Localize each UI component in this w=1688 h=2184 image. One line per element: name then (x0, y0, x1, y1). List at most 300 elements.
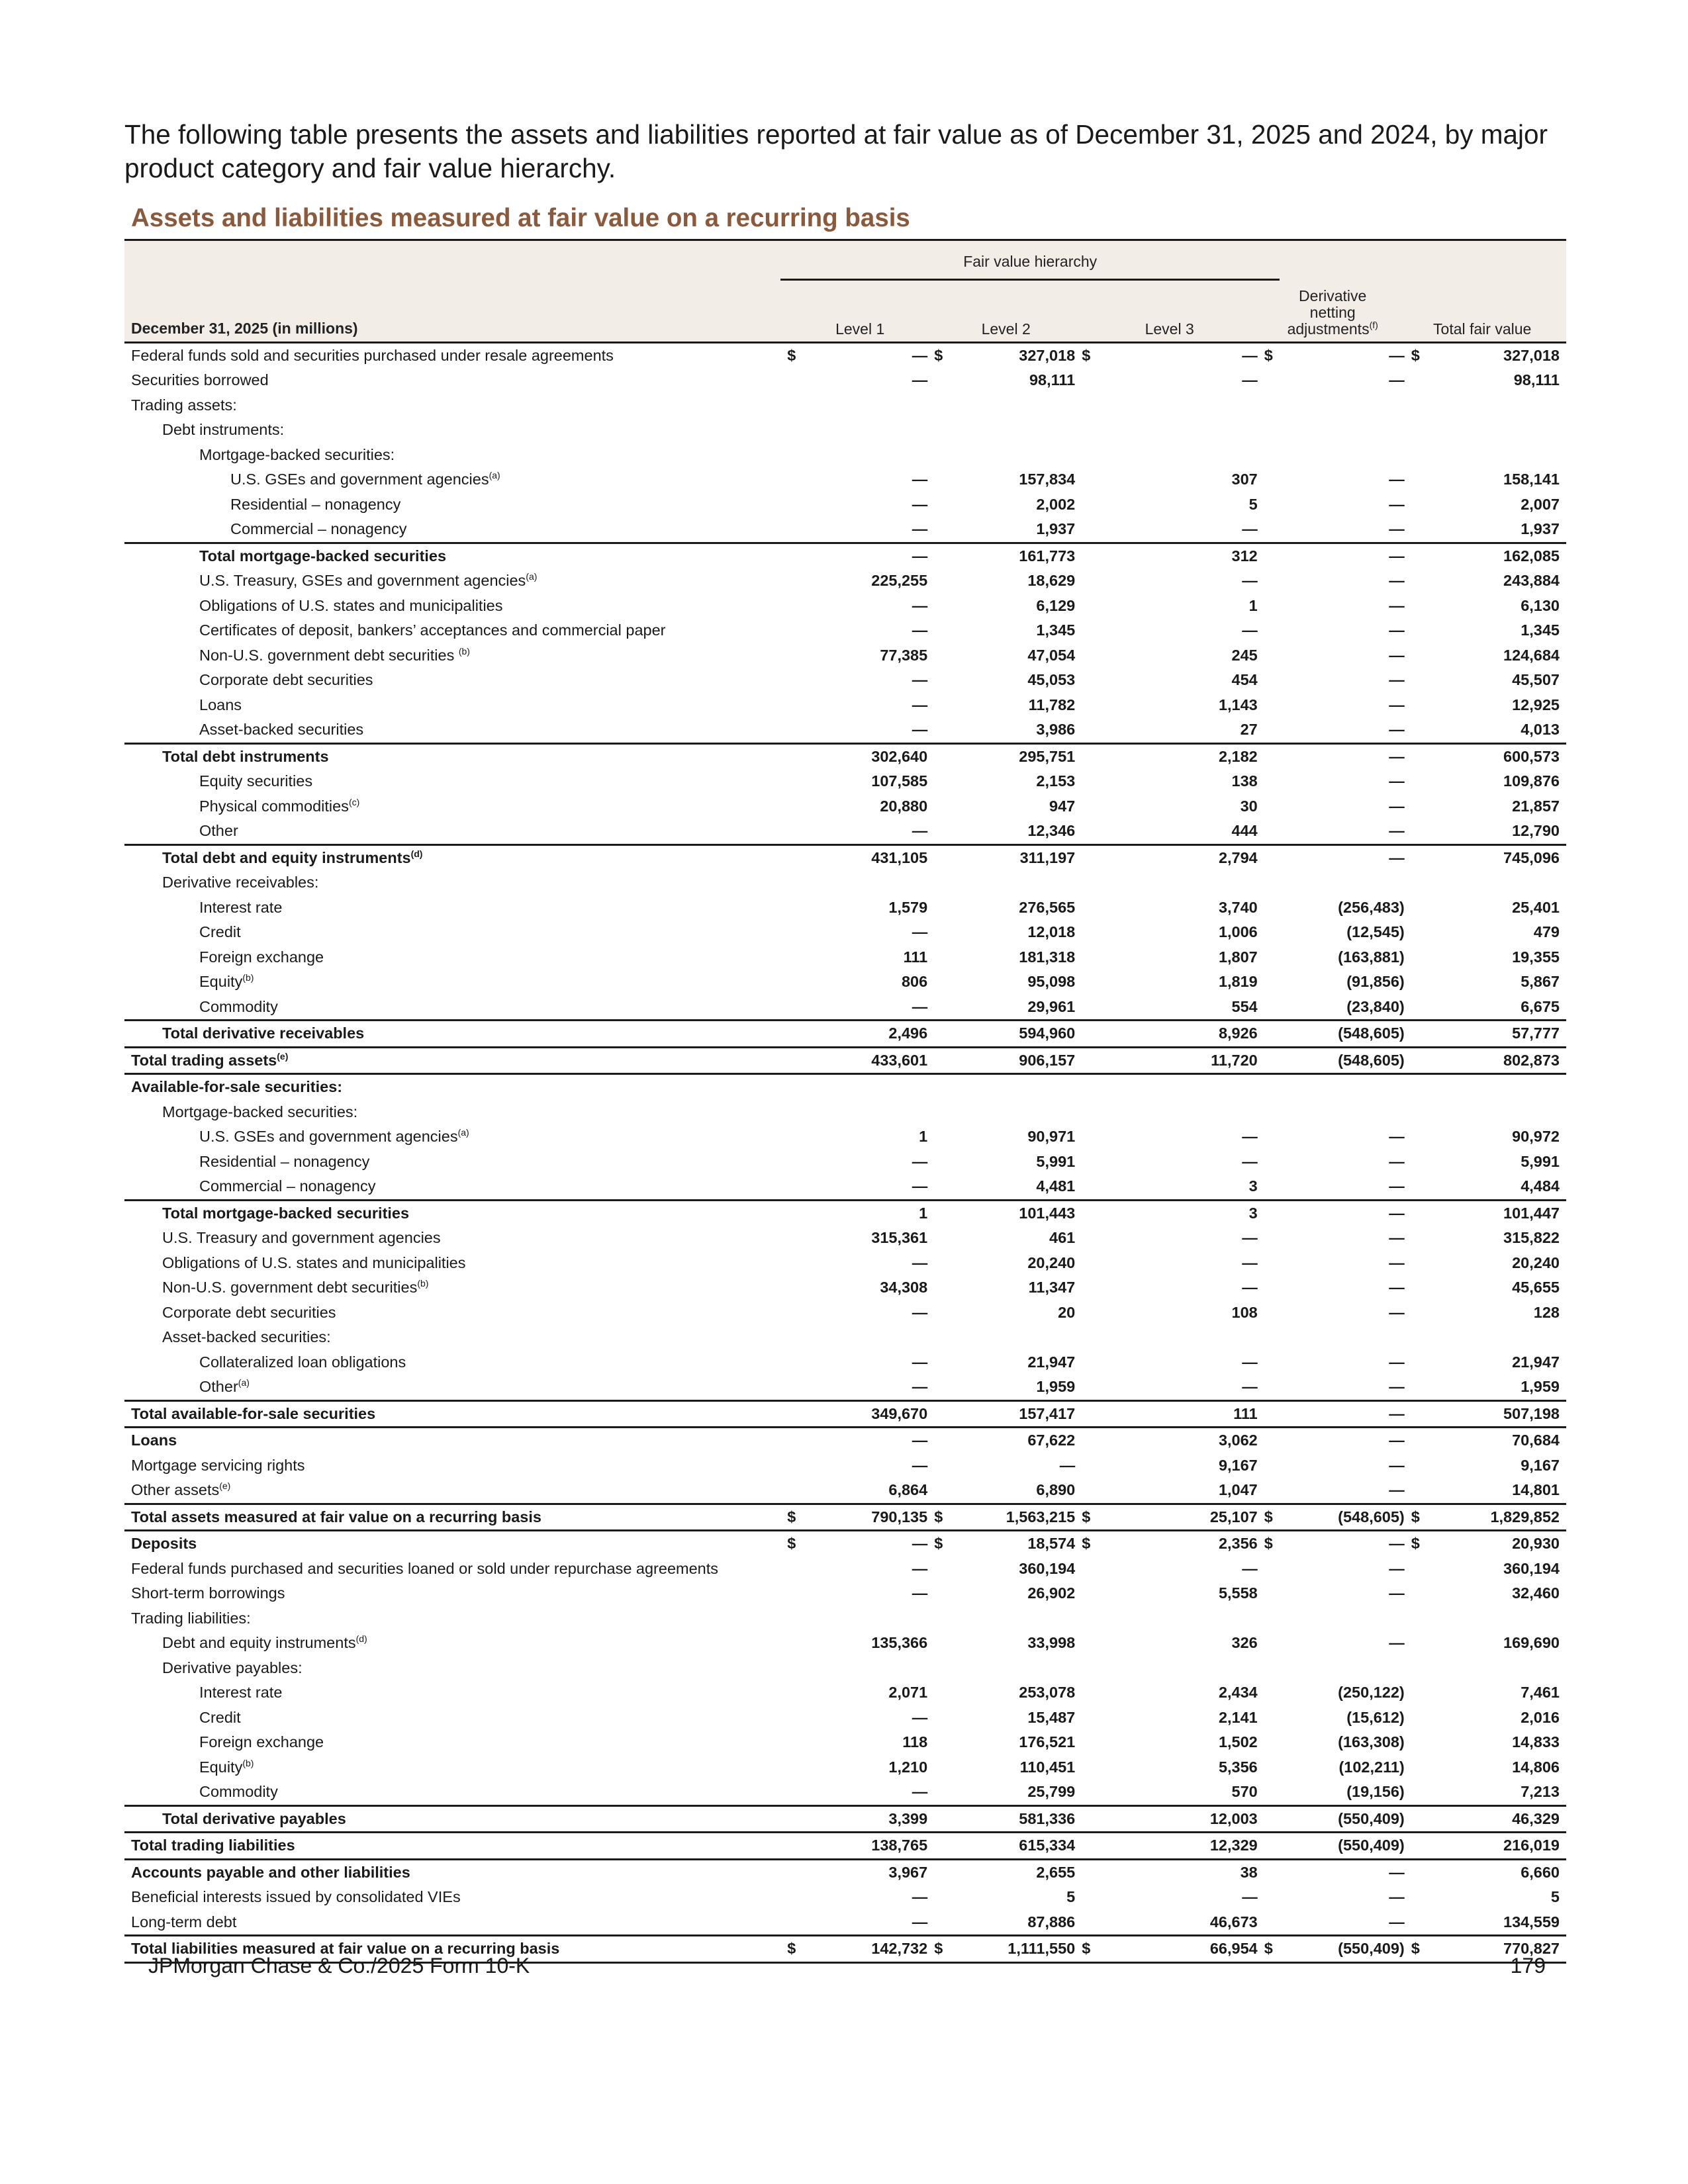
row-label-text: Other assets (131, 1481, 220, 1498)
currency-cell (1264, 1021, 1284, 1048)
value-total: 32,460 (1512, 1584, 1560, 1602)
footnote-marker: (a) (489, 470, 500, 480)
value-level2: 360,194 (1019, 1559, 1076, 1577)
currency-cell (1082, 794, 1102, 819)
value-level1 (807, 1656, 934, 1681)
currency-cell (1411, 743, 1425, 769)
table-row (124, 1453, 1566, 1479)
currency-cell (934, 1730, 954, 1755)
row-label-text: Mortgage-backed securities: (199, 445, 395, 463)
value-total (1425, 1656, 1566, 1681)
currency-cell (934, 1680, 954, 1706)
currency-cell (1411, 1350, 1425, 1375)
value-netting: — (1389, 721, 1405, 738)
currency-cell (934, 467, 954, 492)
currency-cell (787, 717, 807, 743)
value-netting: — (1389, 1128, 1405, 1145)
value-level2: 2,153 (1036, 772, 1076, 790)
currency-cell (934, 743, 954, 769)
currency-cell (1411, 1428, 1425, 1453)
value-level2: 5 (1066, 1888, 1076, 1905)
value-level3: 2,182 (1102, 743, 1264, 769)
currency-cell (934, 1200, 954, 1226)
currency-cell: $ (1411, 1531, 1425, 1557)
value-total: 1,345 (1521, 621, 1560, 639)
currency-cell (1082, 995, 1102, 1021)
value-level3: 1,006 (1218, 923, 1258, 940)
value-level3: 570 (1231, 1783, 1258, 1800)
value-total: 507,198 (1425, 1400, 1566, 1428)
currency-cell (1264, 870, 1284, 895)
value-level1: 118 (902, 1733, 928, 1751)
currency-cell (1411, 1706, 1425, 1731)
row-label-text: Debt instruments: (162, 421, 285, 438)
row-label (124, 1531, 787, 1557)
row-label-text: Trading assets: (131, 396, 237, 414)
value-netting: — (1284, 1200, 1411, 1226)
table-row (124, 945, 1566, 970)
footnote-marker: (a) (526, 571, 538, 582)
value-level1: — (912, 346, 928, 364)
currency-cell (1264, 1226, 1284, 1251)
currency-cell (1082, 870, 1102, 895)
value-level1 (807, 1100, 934, 1125)
value-level2: 33,998 (1027, 1634, 1076, 1651)
value-level2: 615,334 (954, 1833, 1082, 1860)
table-total-row (124, 1833, 1566, 1860)
currency-cell (1264, 618, 1284, 643)
currency-cell (1411, 1453, 1425, 1479)
row-label-text: Total mortgage-backed securities (162, 1204, 410, 1222)
currency-cell: $ (934, 346, 943, 364)
value-level2: 1,345 (1036, 621, 1076, 639)
value-netting: (548,605) (1284, 1504, 1411, 1531)
table-total-row (124, 543, 1566, 569)
value-level3: 9,167 (1218, 1456, 1258, 1474)
value-level1: — (912, 1783, 928, 1800)
row-label (124, 1706, 787, 1731)
currency-cell (787, 693, 807, 718)
value-level2: 20 (1058, 1303, 1076, 1321)
currency-cell (1264, 1174, 1284, 1200)
value-netting: — (1389, 671, 1405, 688)
table-total-row (124, 1074, 1566, 1100)
currency-cell (1264, 769, 1284, 794)
table-row (124, 1350, 1566, 1375)
value-netting: (550,409) (1284, 1833, 1411, 1860)
currency-cell (1411, 1251, 1425, 1276)
value-level1: 349,670 (807, 1400, 934, 1428)
currency-cell (1411, 418, 1425, 443)
currency-cell (787, 643, 807, 668)
currency-cell (934, 1910, 954, 1936)
currency-cell: $ (787, 1504, 807, 1531)
value-total: 9,167 (1521, 1456, 1560, 1474)
row-label-text: Derivative payables: (162, 1659, 303, 1676)
currency-cell (787, 618, 807, 643)
value-level1: 2,496 (807, 1021, 934, 1048)
row-label-text: Foreign exchange (199, 1733, 324, 1751)
currency-cell (787, 368, 807, 393)
table-row (124, 1885, 1566, 1910)
value-level2: 461 (1049, 1229, 1076, 1246)
currency-cell (787, 1557, 807, 1582)
value-total: 802,873 (1425, 1047, 1566, 1074)
value-level1: 225,255 (871, 572, 928, 589)
value-netting (1284, 393, 1411, 418)
value-netting: (163,881) (1338, 948, 1405, 966)
row-label (124, 1859, 787, 1885)
table-row (124, 870, 1566, 895)
currency-cell (1082, 1021, 1102, 1048)
table-row (124, 819, 1566, 844)
value-level1: 3,399 (807, 1805, 934, 1833)
value-level2: 87,886 (1027, 1913, 1076, 1931)
row-label (124, 1478, 787, 1504)
value-level2: 20,240 (1027, 1253, 1076, 1271)
value-level2: 67,622 (954, 1428, 1082, 1453)
col-netting-footnote: (f) (1369, 319, 1378, 330)
currency-cell (787, 769, 807, 794)
row-label (124, 1606, 787, 1631)
footnote-marker: (e) (277, 1050, 289, 1062)
row-label-text: Loans (199, 696, 242, 713)
currency-cell (934, 844, 954, 870)
currency-cell (1264, 995, 1284, 1021)
value-total: 243,884 (1503, 572, 1560, 589)
value-total: 600,573 (1425, 743, 1566, 769)
value-level3: 245 (1231, 646, 1258, 664)
currency-cell (934, 895, 954, 921)
value-total: 6,660 (1425, 1859, 1566, 1885)
value-level1: — (912, 1303, 928, 1321)
value-netting (1284, 1325, 1411, 1350)
value-total: 479 (1533, 923, 1560, 940)
row-label-text: Non-U.S. government debt securities (162, 1279, 418, 1296)
currency-cell (1082, 1375, 1102, 1400)
currency-cell (1264, 1428, 1284, 1453)
value-level3: 12,329 (1102, 1833, 1264, 1860)
currency-cell (1082, 467, 1102, 492)
value-netting (1284, 443, 1411, 468)
value-total: 745,096 (1425, 844, 1566, 870)
currency-cell (1082, 769, 1102, 794)
currency-cell (934, 1300, 954, 1326)
currency-cell (1264, 1680, 1284, 1706)
currency-cell (1082, 1631, 1102, 1656)
currency-cell (1411, 1047, 1425, 1074)
table-row (124, 1910, 1566, 1936)
currency-cell (934, 1859, 954, 1885)
value-total: 70,684 (1425, 1428, 1566, 1453)
value-netting (1284, 1606, 1411, 1631)
currency-cell (1264, 844, 1284, 870)
value-level1: — (912, 1177, 928, 1195)
row-label-text: U.S. Treasury and government agencies (162, 1229, 441, 1246)
currency-cell (934, 1150, 954, 1175)
value-total: 770,827 (1425, 1936, 1566, 1963)
currency-cell (1411, 895, 1425, 921)
value-netting: — (1284, 1531, 1411, 1557)
currency-cell: $ (1264, 1936, 1284, 1963)
currency-cell: $ (787, 346, 796, 364)
value-total (1425, 870, 1566, 895)
currency-cell (1264, 668, 1284, 693)
currency-cell: $ (1411, 1504, 1425, 1531)
value-level1: — (912, 1253, 928, 1271)
value-level3: 444 (1231, 822, 1258, 839)
currency-cell (1264, 1074, 1284, 1100)
value-total: 360,194 (1503, 1559, 1560, 1577)
currency-cell (787, 995, 807, 1021)
currency-cell: $ (1411, 1936, 1425, 1963)
value-netting: — (1389, 1303, 1405, 1321)
value-level3: 1,502 (1218, 1733, 1258, 1751)
currency-cell (1264, 569, 1284, 594)
value-level1: 1,210 (888, 1758, 928, 1776)
value-level1 (807, 1074, 934, 1100)
row-label-text: Residential – nonagency (230, 495, 401, 513)
row-label-text: Deposits (131, 1535, 197, 1552)
value-total: 5,867 (1521, 973, 1560, 990)
value-level2: 311,197 (954, 844, 1082, 870)
value-level3: 3,062 (1102, 1428, 1264, 1453)
value-level3 (1102, 870, 1264, 895)
currency-cell (787, 945, 807, 970)
value-netting: — (1389, 696, 1405, 713)
currency-cell (1082, 819, 1102, 844)
value-level3: 1,807 (1218, 948, 1258, 966)
value-level1: — (912, 1708, 928, 1726)
table-row (124, 794, 1566, 819)
value-level3: — (1242, 1279, 1258, 1296)
row-label-text: Interest rate (199, 898, 283, 916)
currency-cell (1264, 1200, 1284, 1226)
value-total (1425, 393, 1566, 418)
value-level2: 47,054 (1027, 646, 1076, 664)
value-level1: — (912, 1584, 928, 1602)
currency-cell (1264, 717, 1284, 743)
currency-cell (934, 1428, 954, 1453)
table-row (124, 995, 1566, 1021)
row-label (124, 1581, 787, 1606)
row-label-text: Long-term debt (131, 1913, 237, 1931)
value-total: 19,355 (1512, 948, 1560, 966)
currency-cell: $ (934, 1531, 954, 1557)
value-level3: 108 (1231, 1303, 1258, 1321)
value-level2: 1,563,215 (954, 1504, 1082, 1531)
value-netting: (256,483) (1338, 898, 1405, 916)
currency-cell (1264, 945, 1284, 970)
value-level2: — (1059, 1456, 1076, 1474)
value-netting: — (1389, 346, 1405, 364)
row-label-text: Commercial – nonagency (230, 520, 407, 537)
currency-cell: $ (1082, 1504, 1102, 1531)
currency-cell (787, 1174, 807, 1200)
currency-cell (787, 393, 807, 418)
currency-cell (1264, 970, 1284, 995)
value-level2: 581,336 (954, 1805, 1082, 1833)
currency-cell (1411, 769, 1425, 794)
currency-cell (1082, 418, 1102, 443)
currency-cell (934, 995, 954, 1021)
currency-cell (787, 1833, 807, 1860)
currency-cell (1411, 443, 1425, 468)
value-level2 (954, 393, 1082, 418)
currency-cell (1411, 1174, 1425, 1200)
currency-cell (1264, 1706, 1284, 1731)
row-label (124, 693, 787, 718)
table-row (124, 517, 1566, 543)
value-level2: 157,834 (1019, 471, 1076, 488)
value-netting: — (1389, 646, 1405, 664)
value-netting: — (1284, 1859, 1411, 1885)
currency-cell (934, 1124, 954, 1150)
row-label (124, 618, 787, 643)
value-level2: 95,098 (1027, 973, 1076, 990)
currency-cell (934, 1631, 954, 1656)
currency-cell (934, 1453, 954, 1479)
row-label (124, 1833, 787, 1860)
table-row (124, 895, 1566, 921)
row-label-text: Beneficial interests issued by consolidated VIEs (131, 1888, 461, 1905)
value-total (1425, 1074, 1566, 1100)
row-label (124, 594, 787, 619)
currency-cell: $ (1082, 1531, 1102, 1557)
value-total: 14,833 (1512, 1733, 1560, 1751)
currency-cell (934, 1780, 954, 1805)
currency-cell (1082, 1910, 1102, 1936)
currency-cell (1264, 1631, 1284, 1656)
currency-cell (1082, 844, 1102, 870)
value-total: 2,016 (1521, 1708, 1560, 1726)
row-label (124, 1780, 787, 1805)
currency-cell (1082, 693, 1102, 718)
currency-cell (934, 1557, 954, 1582)
table-row (124, 643, 1566, 668)
row-label-text: Total derivative payables (162, 1809, 346, 1827)
value-netting: (548,605) (1284, 1047, 1411, 1074)
currency-cell (787, 1200, 807, 1226)
currency-cell (1082, 970, 1102, 995)
value-level3 (1102, 443, 1264, 468)
row-label (124, 1350, 787, 1375)
value-level1: 2,071 (888, 1684, 928, 1701)
table-row (124, 1557, 1566, 1582)
footnote-marker: (b) (242, 1757, 254, 1768)
row-label (124, 668, 787, 693)
value-total (1425, 1100, 1566, 1125)
row-label-text: Total derivative receivables (162, 1024, 365, 1042)
value-total: 20,240 (1512, 1253, 1560, 1271)
value-level2: 90,971 (1027, 1128, 1076, 1145)
currency-cell (1264, 920, 1284, 945)
value-level3: 38 (1102, 1859, 1264, 1885)
value-netting: — (1389, 572, 1405, 589)
currency-cell (1264, 492, 1284, 518)
currency-cell (1264, 1805, 1284, 1833)
currency-cell (787, 1074, 807, 1100)
currency-cell (1082, 1885, 1102, 1910)
table-row (124, 594, 1566, 619)
currency-cell (1082, 1453, 1102, 1479)
currency-cell (1082, 1174, 1102, 1200)
table-body (124, 342, 1566, 1962)
value-netting (1284, 1100, 1411, 1125)
table-row (124, 1631, 1566, 1656)
currency-cell (1082, 1300, 1102, 1326)
value-level1: 20,880 (880, 797, 928, 815)
row-label (124, 342, 787, 368)
currency-cell (1082, 543, 1102, 569)
value-level3: 27 (1240, 721, 1258, 738)
value-level2: 6,890 (1036, 1481, 1076, 1498)
value-total: 20,930 (1425, 1531, 1566, 1557)
currency-cell (787, 1581, 807, 1606)
value-netting: — (1389, 1481, 1405, 1498)
value-level1: — (807, 543, 934, 569)
currency-cell (787, 743, 807, 769)
footnote-marker: (d) (355, 1633, 367, 1644)
table-total-row (124, 1859, 1566, 1885)
value-level1: 77,385 (880, 646, 928, 664)
table-row (124, 1226, 1566, 1251)
footnote-marker: (b) (242, 972, 254, 983)
currency-cell (934, 945, 954, 970)
value-total: 7,461 (1521, 1684, 1560, 1701)
value-level1: — (912, 621, 928, 639)
currency-cell (934, 970, 954, 995)
currency-cell (787, 1124, 807, 1150)
value-level3: 30 (1240, 797, 1258, 815)
value-total: 124,684 (1503, 646, 1560, 664)
currency-cell (1082, 368, 1102, 393)
table-row (124, 1581, 1566, 1606)
table-row (124, 970, 1566, 995)
currency-cell (1264, 393, 1284, 418)
table-row (124, 418, 1566, 443)
currency-cell (934, 693, 954, 718)
currency-cell (787, 594, 807, 619)
currency-cell (1082, 594, 1102, 619)
value-level3: — (1242, 1152, 1258, 1170)
table-row (124, 1150, 1566, 1175)
value-level1: — (807, 1531, 934, 1557)
currency-cell (1411, 995, 1425, 1021)
currency-cell (934, 418, 954, 443)
currency-cell (934, 870, 954, 895)
row-label-text: Federal funds sold and securities purchased under resale agreements (131, 346, 614, 364)
currency-cell (934, 1021, 954, 1048)
table-row (124, 1780, 1566, 1805)
value-netting: — (1389, 1378, 1405, 1395)
value-level3: 12,003 (1102, 1805, 1264, 1833)
currency-cell (1264, 1557, 1284, 1582)
value-level2: 6,129 (1036, 596, 1076, 614)
value-netting (1284, 870, 1411, 895)
value-total: 1,829,852 (1425, 1504, 1566, 1531)
value-level3: 5,356 (1218, 1758, 1258, 1776)
value-level1: 135,366 (871, 1634, 928, 1651)
currency-cell (1411, 1226, 1425, 1251)
currency-cell (1264, 543, 1284, 569)
row-label (124, 1251, 787, 1276)
currency-cell (787, 1805, 807, 1833)
value-level3: 46,673 (1209, 1913, 1258, 1931)
value-level3: 11,720 (1102, 1047, 1264, 1074)
value-level1 (807, 393, 934, 418)
row-label-text: Mortgage servicing rights (131, 1456, 305, 1474)
